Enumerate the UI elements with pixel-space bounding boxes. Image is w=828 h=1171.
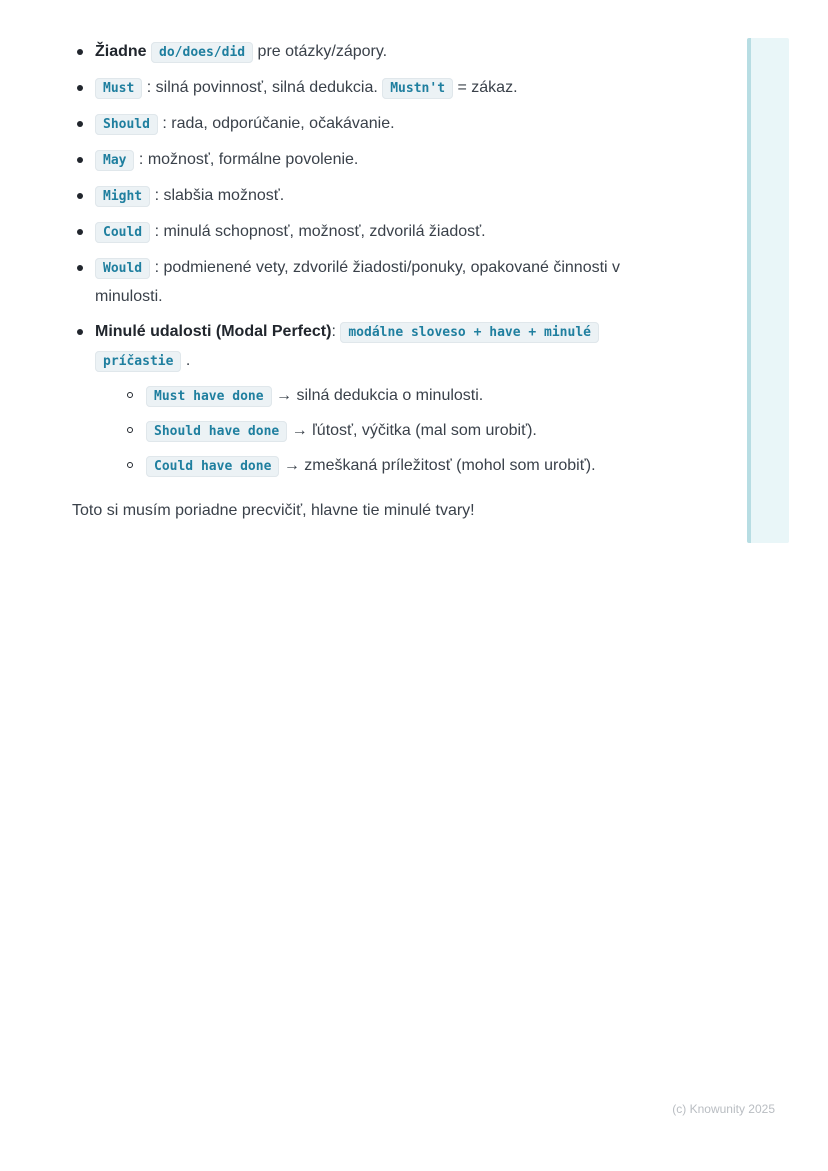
list-item: [72, 254, 624, 311]
text-segment: :: [331, 323, 341, 340]
text-segment: : podmienené vety, zdvorilé žiadosti/ponuky, opakované činnosti v minulosti.: [95, 259, 621, 305]
accent-highlight-bar: [747, 38, 789, 543]
note-content: [72, 38, 624, 525]
modal-verbs-list: [72, 38, 624, 481]
bullet-marker-icon: [77, 329, 83, 335]
text-segment: → silná dedukcia o minulosti.: [271, 387, 484, 404]
code-chip: Could: [95, 222, 150, 243]
sub-list: [123, 382, 624, 481]
code-chip: modálne sloveso + have + minulé príčastie: [95, 322, 599, 372]
bullet-marker-icon: [77, 157, 83, 163]
text-segment: → ľútosť, výčitka (mal som urobiť).: [287, 422, 537, 439]
circle-marker-icon: [127, 392, 133, 398]
bold-text: Žiadne: [95, 43, 152, 60]
code-chip: Must: [95, 78, 142, 99]
bullet-marker-icon: [77, 265, 83, 271]
text-segment: : minulá schopnosť, možnosť, zdvorilá žiadosť.: [150, 223, 486, 240]
text-segment: .: [181, 352, 191, 369]
list-item: [72, 74, 624, 103]
list-item: [72, 146, 624, 175]
code-chip: Could have done: [146, 456, 279, 477]
bold-text: Minulé udalosti (Modal Perfect): [95, 323, 332, 340]
text-segment: : slabšia možnosť.: [150, 187, 285, 204]
sub-list-item: [123, 452, 624, 481]
circle-marker-icon: [127, 427, 133, 433]
sub-list-item: [123, 417, 624, 446]
code-chip: do/does/did: [151, 42, 253, 63]
bullet-marker-icon: [77, 49, 83, 55]
text-segment: = zákaz.: [453, 79, 518, 96]
code-chip: Must have done: [146, 386, 272, 407]
list-item: [72, 318, 624, 481]
list-item: [72, 218, 624, 247]
text-segment: → zmeškaná príležitosť (mohol som urobiť).: [279, 457, 596, 474]
list-item: [72, 182, 624, 211]
code-chip: Might: [95, 186, 150, 207]
code-chip: Should: [95, 114, 158, 135]
text-segment: pre otázky/zápory.: [253, 43, 388, 60]
code-chip: Should have done: [146, 421, 287, 442]
text-segment: : možnosť, formálne povolenie.: [134, 151, 359, 168]
sub-list-item: [123, 382, 624, 411]
code-chip: Mustn't: [382, 78, 453, 99]
closing-paragraph: Toto si musím poriadne precvičiť, hlavne tie minulé tvary!: [72, 502, 475, 519]
bullet-marker-icon: [77, 121, 83, 127]
code-chip: May: [95, 150, 134, 171]
bullet-marker-icon: [77, 193, 83, 199]
copyright-footer: (c) Knowunity 2025: [672, 1102, 775, 1116]
text-segment: : silná povinnosť, silná dedukcia.: [142, 79, 383, 96]
list-item: [72, 110, 624, 139]
bullet-marker-icon: [77, 229, 83, 235]
bullet-marker-icon: [77, 85, 83, 91]
code-chip: Would: [95, 258, 150, 279]
circle-marker-icon: [127, 462, 133, 468]
text-segment: : rada, odporúčanie, očakávanie.: [157, 115, 395, 132]
list-item: [72, 38, 624, 67]
